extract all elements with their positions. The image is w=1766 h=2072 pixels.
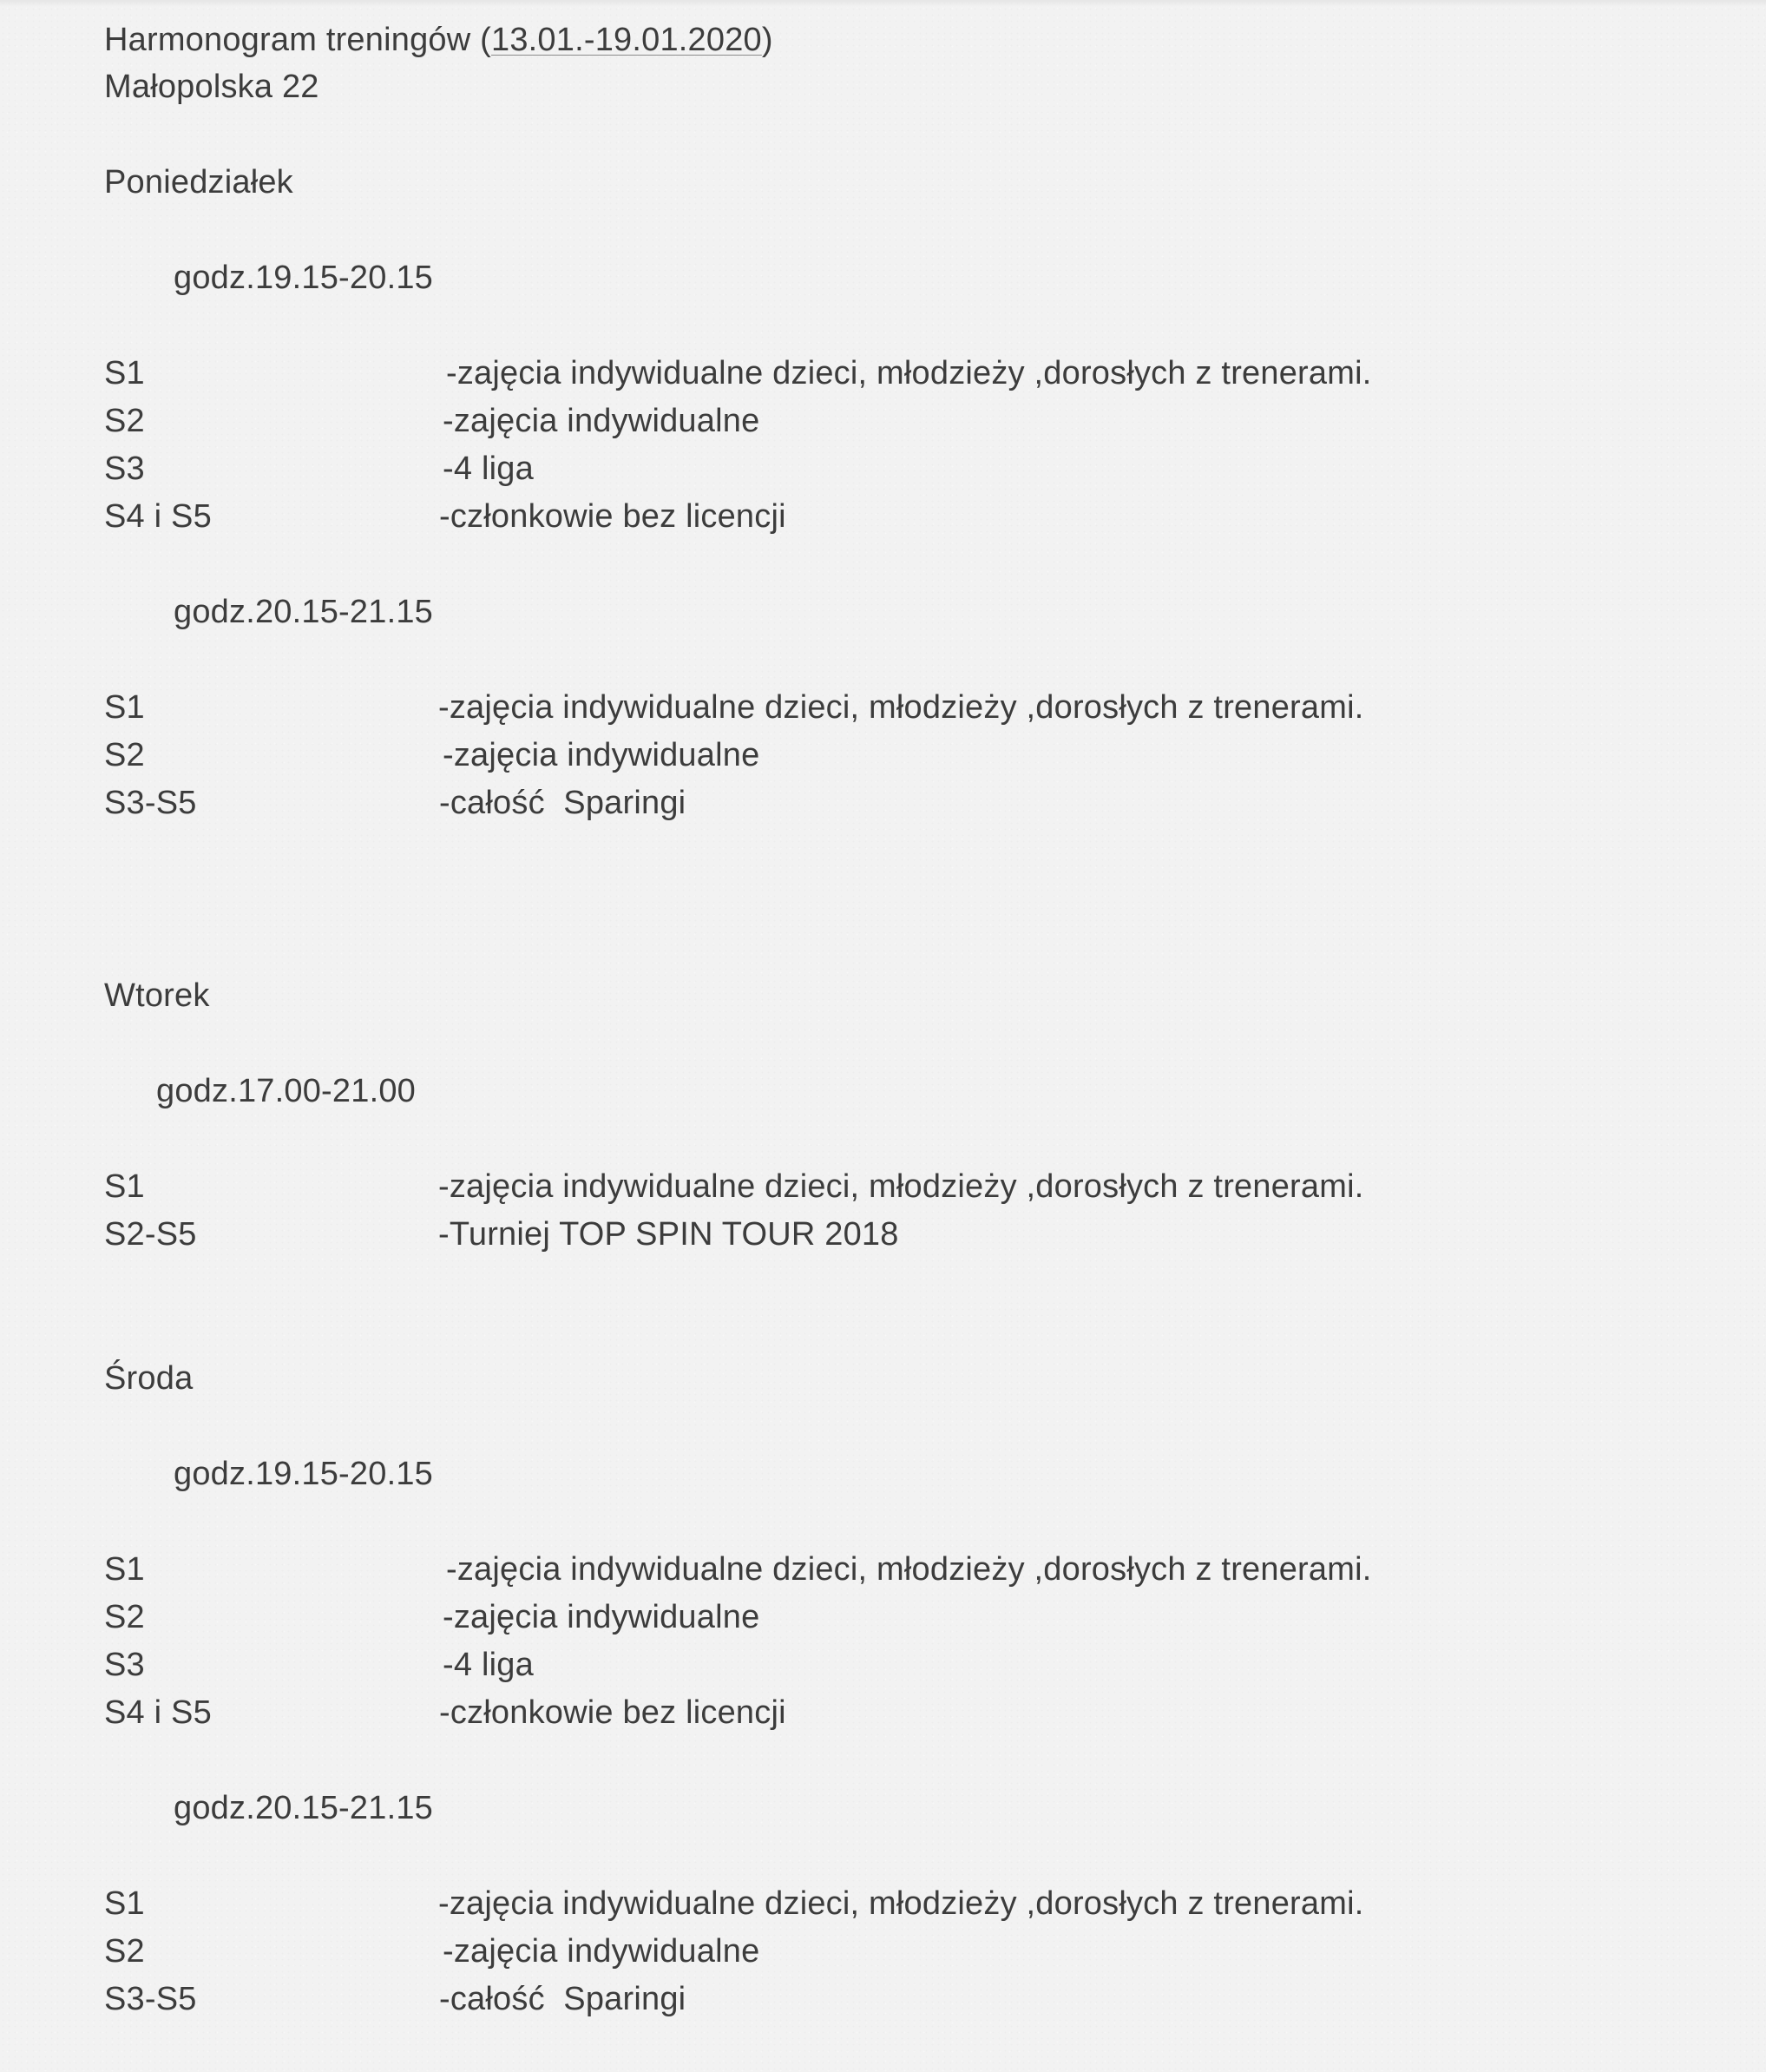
day-heading-monday: Poniedziałek [104, 164, 293, 201]
title-prefix: Harmonogram treningów ( [104, 22, 491, 58]
table-label: S3-S5 [104, 785, 197, 821]
activity-description: -całość Sparingi [439, 1981, 686, 2017]
table-label: S2 [104, 737, 145, 773]
activity-description: -4 liga [443, 451, 534, 487]
table-label: S2-S5 [104, 1216, 197, 1253]
location-line: Małopolska 22 [104, 69, 319, 105]
table-label: S3 [104, 451, 145, 487]
activity-description: -zajęcia indywidualne dzieci, młodzieży ,dorosłych z trenerami. [438, 1168, 1364, 1205]
activity-description: -zajęcia indywidualne [443, 737, 760, 773]
activity-description: -członkowie bez licencji [439, 1694, 786, 1731]
title-date-range[interactable]: 13.01.-19.01.2020 [491, 22, 762, 58]
table-label: S1 [104, 1885, 145, 1922]
activity-description: -zajęcia indywidualne dzieci, młodzieży ,dorosłych z trenerami. [446, 1551, 1372, 1588]
activity-description: -członkowie bez licencji [439, 498, 786, 535]
table-label: S3 [104, 1647, 145, 1683]
activity-description: -zajęcia indywidualne [443, 1599, 760, 1635]
activity-description: -4 liga [443, 1647, 534, 1683]
activity-description: -Turniej TOP SPIN TOUR 2018 [438, 1216, 899, 1253]
activity-description: -zajęcia indywidualne [443, 403, 760, 439]
time-slot-heading: godz.20.15-21.15 [174, 1790, 433, 1826]
table-label: S3-S5 [104, 1981, 197, 2017]
table-label: S2 [104, 403, 145, 439]
day-heading-wednesday: Środa [104, 1360, 194, 1397]
table-label: S4 i S5 [104, 1694, 212, 1731]
time-slot-heading: godz.17.00-21.00 [156, 1073, 416, 1109]
table-label: S2 [104, 1933, 145, 1970]
time-slot-heading: godz.19.15-20.15 [174, 1456, 433, 1492]
table-label: S2 [104, 1599, 145, 1635]
time-slot-heading: godz.20.15-21.15 [174, 594, 433, 630]
day-heading-tuesday: Wtorek [104, 977, 210, 1014]
table-label: S1 [104, 689, 145, 726]
table-label: S1 [104, 355, 145, 391]
table-label: S1 [104, 1168, 145, 1205]
activity-description: -zajęcia indywidualne dzieci, młodzieży ,dorosłych z trenerami. [446, 355, 1372, 391]
table-label: S1 [104, 1551, 145, 1588]
activity-description: -zajęcia indywidualne [443, 1933, 760, 1970]
time-slot-heading: godz.19.15-20.15 [174, 260, 433, 296]
title-suffix: ) [761, 22, 773, 58]
activity-description: -zajęcia indywidualne dzieci, młodzieży ,dorosłych z trenerami. [438, 689, 1364, 726]
document-title [104, 21, 773, 59]
activity-description: -całość Sparingi [439, 785, 686, 821]
top-edge-shadow [0, 0, 1766, 7]
activity-description: -zajęcia indywidualne dzieci, młodzieży ,dorosłych z trenerami. [438, 1885, 1364, 1922]
table-label: S4 i S5 [104, 498, 212, 535]
